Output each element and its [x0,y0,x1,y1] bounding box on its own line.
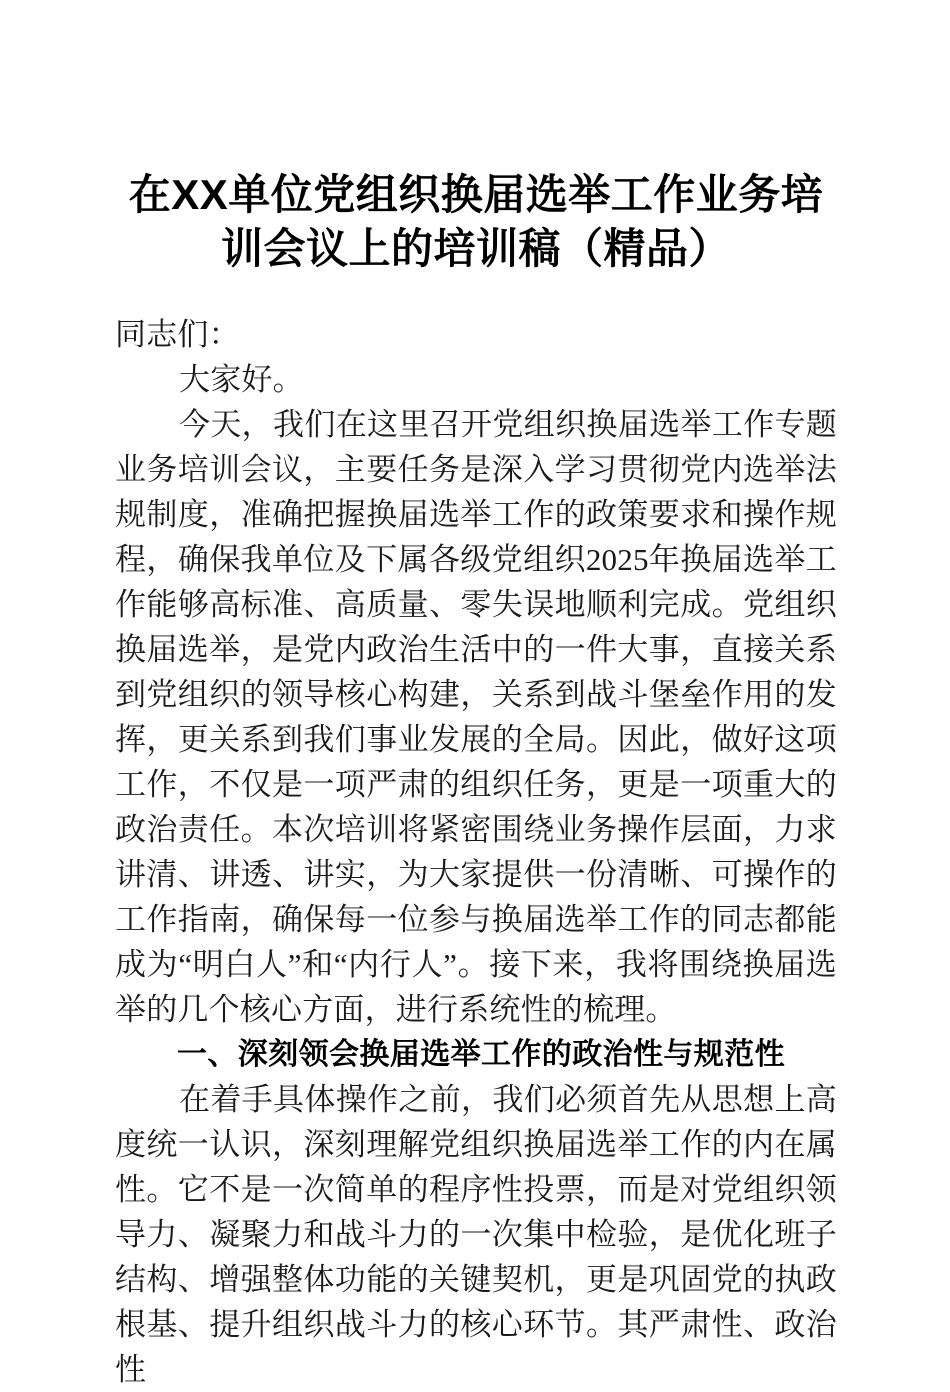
salutation: 同志们： [115,317,240,352]
page-title-line-1: 在XX单位党组织换届选举工作业务培 [128,171,824,218]
opening-paragraph: 今天，我们在这里召开党组织换届选举工作专题业务培训会议，主要任务是深入学习贯彻党内选举法规制度，准确把握换届选举工作的政策要求和操作规程，确保我单位及下属各级党组织2025年换届选举工作能够高标准、高质量、零失误地顺利完成。党组织换届选举，是党内政治生活中的一件大事，直接关系到党组织的领导核心构建，关系到战斗堡垒作用的发挥，更关系到我们事业发展的全局。因此，做好这项工作，不仅是一项严肃的组织任务，更是一项重大的政治责任。本次培训将紧密围绕业务操作层面，力求讲清、讲透、讲实，为大家提供一份清晰、可操作的工作指南，确保每一位参与换届选举工作的同志都能成为“明白人”和“内行人”。接下来，我将围绕换届选举的几个核心方面，进行系统性的梳理。 [115,407,837,1027]
page-title-line-2: 训会议上的培训稿（精品） [220,225,731,272]
section-1-paragraph: 在着手具体操作之前，我们必须首先从思想上高度统一认识，深刻理解党组织换届选举工作的内在属性。它不是一次简单的程序性投票，而是对党组织领导力、凝聚力和战斗力的一次集中检验，是优化班子结构、增强整体功能的关键契机，更是巩固党的执政根基、提升组织战斗力的核心环节。其严肃性、政治性 [115,1082,837,1387]
greeting-paragraph: 大家好。 [179,362,304,397]
section-heading-1: 一、深刻领会换届选举工作的政治性与规范性 [177,1038,785,1071]
document-body [115,312,837,1392]
page-title [115,168,837,276]
